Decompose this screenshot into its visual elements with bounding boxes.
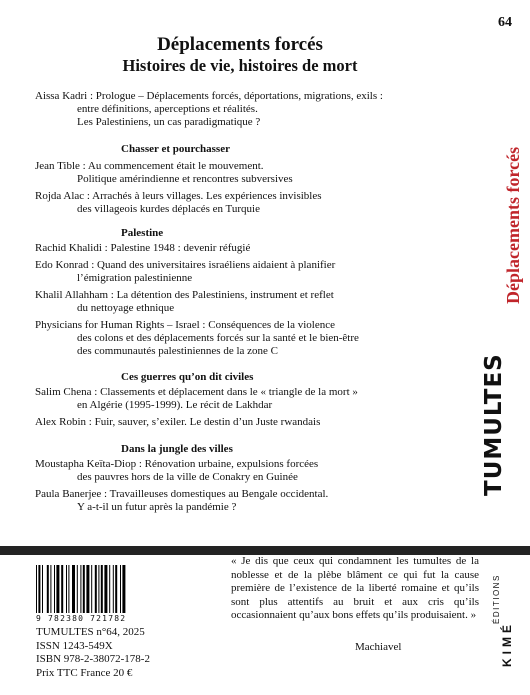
- toc-entry: [35, 190, 415, 216]
- toc-line: Y a-t-il un futur après la pandémie ?: [77, 501, 237, 513]
- barcode-bar: [80, 565, 81, 613]
- publisher-logo: [486, 572, 516, 677]
- section-title: Ces guerres qu’on dit civiles: [121, 371, 254, 383]
- logo-text: TUMULTES: [481, 353, 507, 496]
- toc-line: Salim Chena : Classements et déplacement dans le « triangle de la mort »: [35, 386, 358, 398]
- intro-entry: [35, 90, 415, 129]
- page-subtitle: Histoires de vie, histoires de mort: [122, 56, 358, 75]
- spine-title: [484, 134, 524, 304]
- series-info: TUMULTES n°64, 2025: [36, 626, 145, 638]
- toc-line: Politique amérindienne et rencontres subversives: [77, 173, 293, 185]
- toc-entry: [35, 242, 415, 255]
- barcode-bar: [72, 565, 75, 613]
- toc-line: du nettoyage ethnique: [77, 302, 175, 314]
- colophon: [36, 626, 150, 680]
- barcode-bar: [120, 565, 121, 613]
- isbn: ISBN 978-2-38072-178-2: [36, 653, 150, 665]
- toc-line: des villageois kurdes déplacés en Turquie: [77, 203, 260, 215]
- toc-line: Alex Robin : Fuir, sauver, s’exiler. Le destin d’un Juste rwandais: [35, 416, 321, 428]
- barcode-bar: [77, 565, 78, 613]
- barcode-bar: [109, 565, 110, 613]
- section-title: Palestine: [121, 227, 164, 239]
- barcode-bar: [83, 565, 85, 613]
- quote-author: Machiavel: [355, 641, 402, 653]
- toc-line: des pauvres hors de la ville de Conakry en Guinée: [77, 471, 298, 483]
- toc-entry: [35, 259, 415, 285]
- issue-number: 64: [498, 15, 512, 30]
- toc-entry: [35, 416, 415, 429]
- toc-line: l’émigration palestinienne: [77, 272, 193, 284]
- toc-line: Rachid Khalidi : Palestine 1948 : devenir réfugié: [35, 242, 251, 254]
- barcode-bar: [38, 565, 40, 613]
- toc-line: des colons et des déplacements forcés sur la santé et le bien-être: [77, 332, 359, 344]
- tumultes-logo: [481, 353, 521, 496]
- barcode-bar: [113, 565, 114, 613]
- barcode-bar: [66, 565, 67, 613]
- barcode-bar: [68, 565, 69, 613]
- toc-entry: [35, 160, 415, 186]
- page-title: Déplacements forcés: [157, 34, 323, 55]
- issn: ISSN 1243-549X: [36, 639, 113, 652]
- toc-line: Moustapha Keïta-Diop : Rénovation urbaine, expulsions forcées: [35, 458, 319, 470]
- barcode-bar: [98, 565, 99, 613]
- toc-entry: [35, 386, 415, 412]
- toc-entry: [35, 319, 415, 358]
- barcode-digits: 9 782380 721782: [36, 614, 127, 623]
- toc-entry: [35, 289, 415, 315]
- barcode-bar: [115, 565, 117, 613]
- barcode-bar: [91, 565, 92, 613]
- toc-entry: [35, 488, 415, 514]
- toc-line: Rojda Alac : Arrachés à leurs villages. Les expériences invisibles: [35, 190, 322, 202]
- toc-line: Physicians for Human Rights – Israel : Conséquences de la violence: [35, 319, 335, 331]
- toc-line: Edo Konrad : Quand des universitaires israéliens aidaient à planifier: [35, 259, 336, 271]
- barcode-bar: [122, 565, 125, 613]
- section-title: Chasser et pourchasser: [121, 143, 230, 155]
- divider-bar: [0, 546, 530, 555]
- spine-title-text: Déplacements forcés: [503, 146, 523, 304]
- toc-line: Les Palestiniens, un cas paradigmatique ?: [77, 116, 261, 128]
- toc-line: Khalil Allahham : La détention des Palestiniens, instrument et reflet: [35, 289, 334, 301]
- toc-line: Paula Banerjee : Travailleuses domestiques au Bengale occidental.: [35, 488, 329, 500]
- barcode-bar: [104, 565, 107, 613]
- barcode-bar: [54, 565, 55, 613]
- section-title: Dans la jungle des villes: [121, 443, 233, 455]
- barcode-bar: [95, 565, 97, 613]
- toc-line: en Algérie (1995-1999). Le récit de Lakhdar: [77, 399, 273, 411]
- table-of-contents: [35, 90, 415, 518]
- barcode-bar: [47, 565, 49, 613]
- barcode-bar: [101, 565, 103, 613]
- barcode-bar: [42, 565, 43, 613]
- barcode-bar: [36, 565, 37, 613]
- toc-line: des communautés palestiniennes de la zone C: [77, 345, 278, 357]
- toc-line: Jean Tible : Au commencement était le mouvement.: [35, 160, 264, 172]
- barcode-bar: [86, 565, 89, 613]
- price: Prix TTC France 20 €: [36, 666, 133, 679]
- barcode-bar: [61, 565, 63, 613]
- barcode-bar: [50, 565, 51, 613]
- publisher-name: KIMÉ: [500, 621, 514, 667]
- publisher-label: ÉDITIONS: [492, 574, 501, 624]
- quote-text: « Je dis que ceux qui condamnent les tumultes de la noblesse et de la plèbe blâment ce qui fut la cause première de l’existence de la liberté romaine et qu’ils sont plus attentifs au bruit et aux cris qu’ils occasionnaient qu’aux bons effets qu’ils produisaient. »: [231, 555, 479, 622]
- toc-entry: [35, 458, 415, 484]
- barcode: [36, 565, 156, 613]
- toc-line: entre définitions, aperceptions et réalités.: [77, 103, 258, 115]
- barcode-bar: [56, 565, 59, 613]
- toc-line: Aissa Kadri : Prologue – Déplacements forcés, déportations, migrations, exils :: [35, 90, 383, 102]
